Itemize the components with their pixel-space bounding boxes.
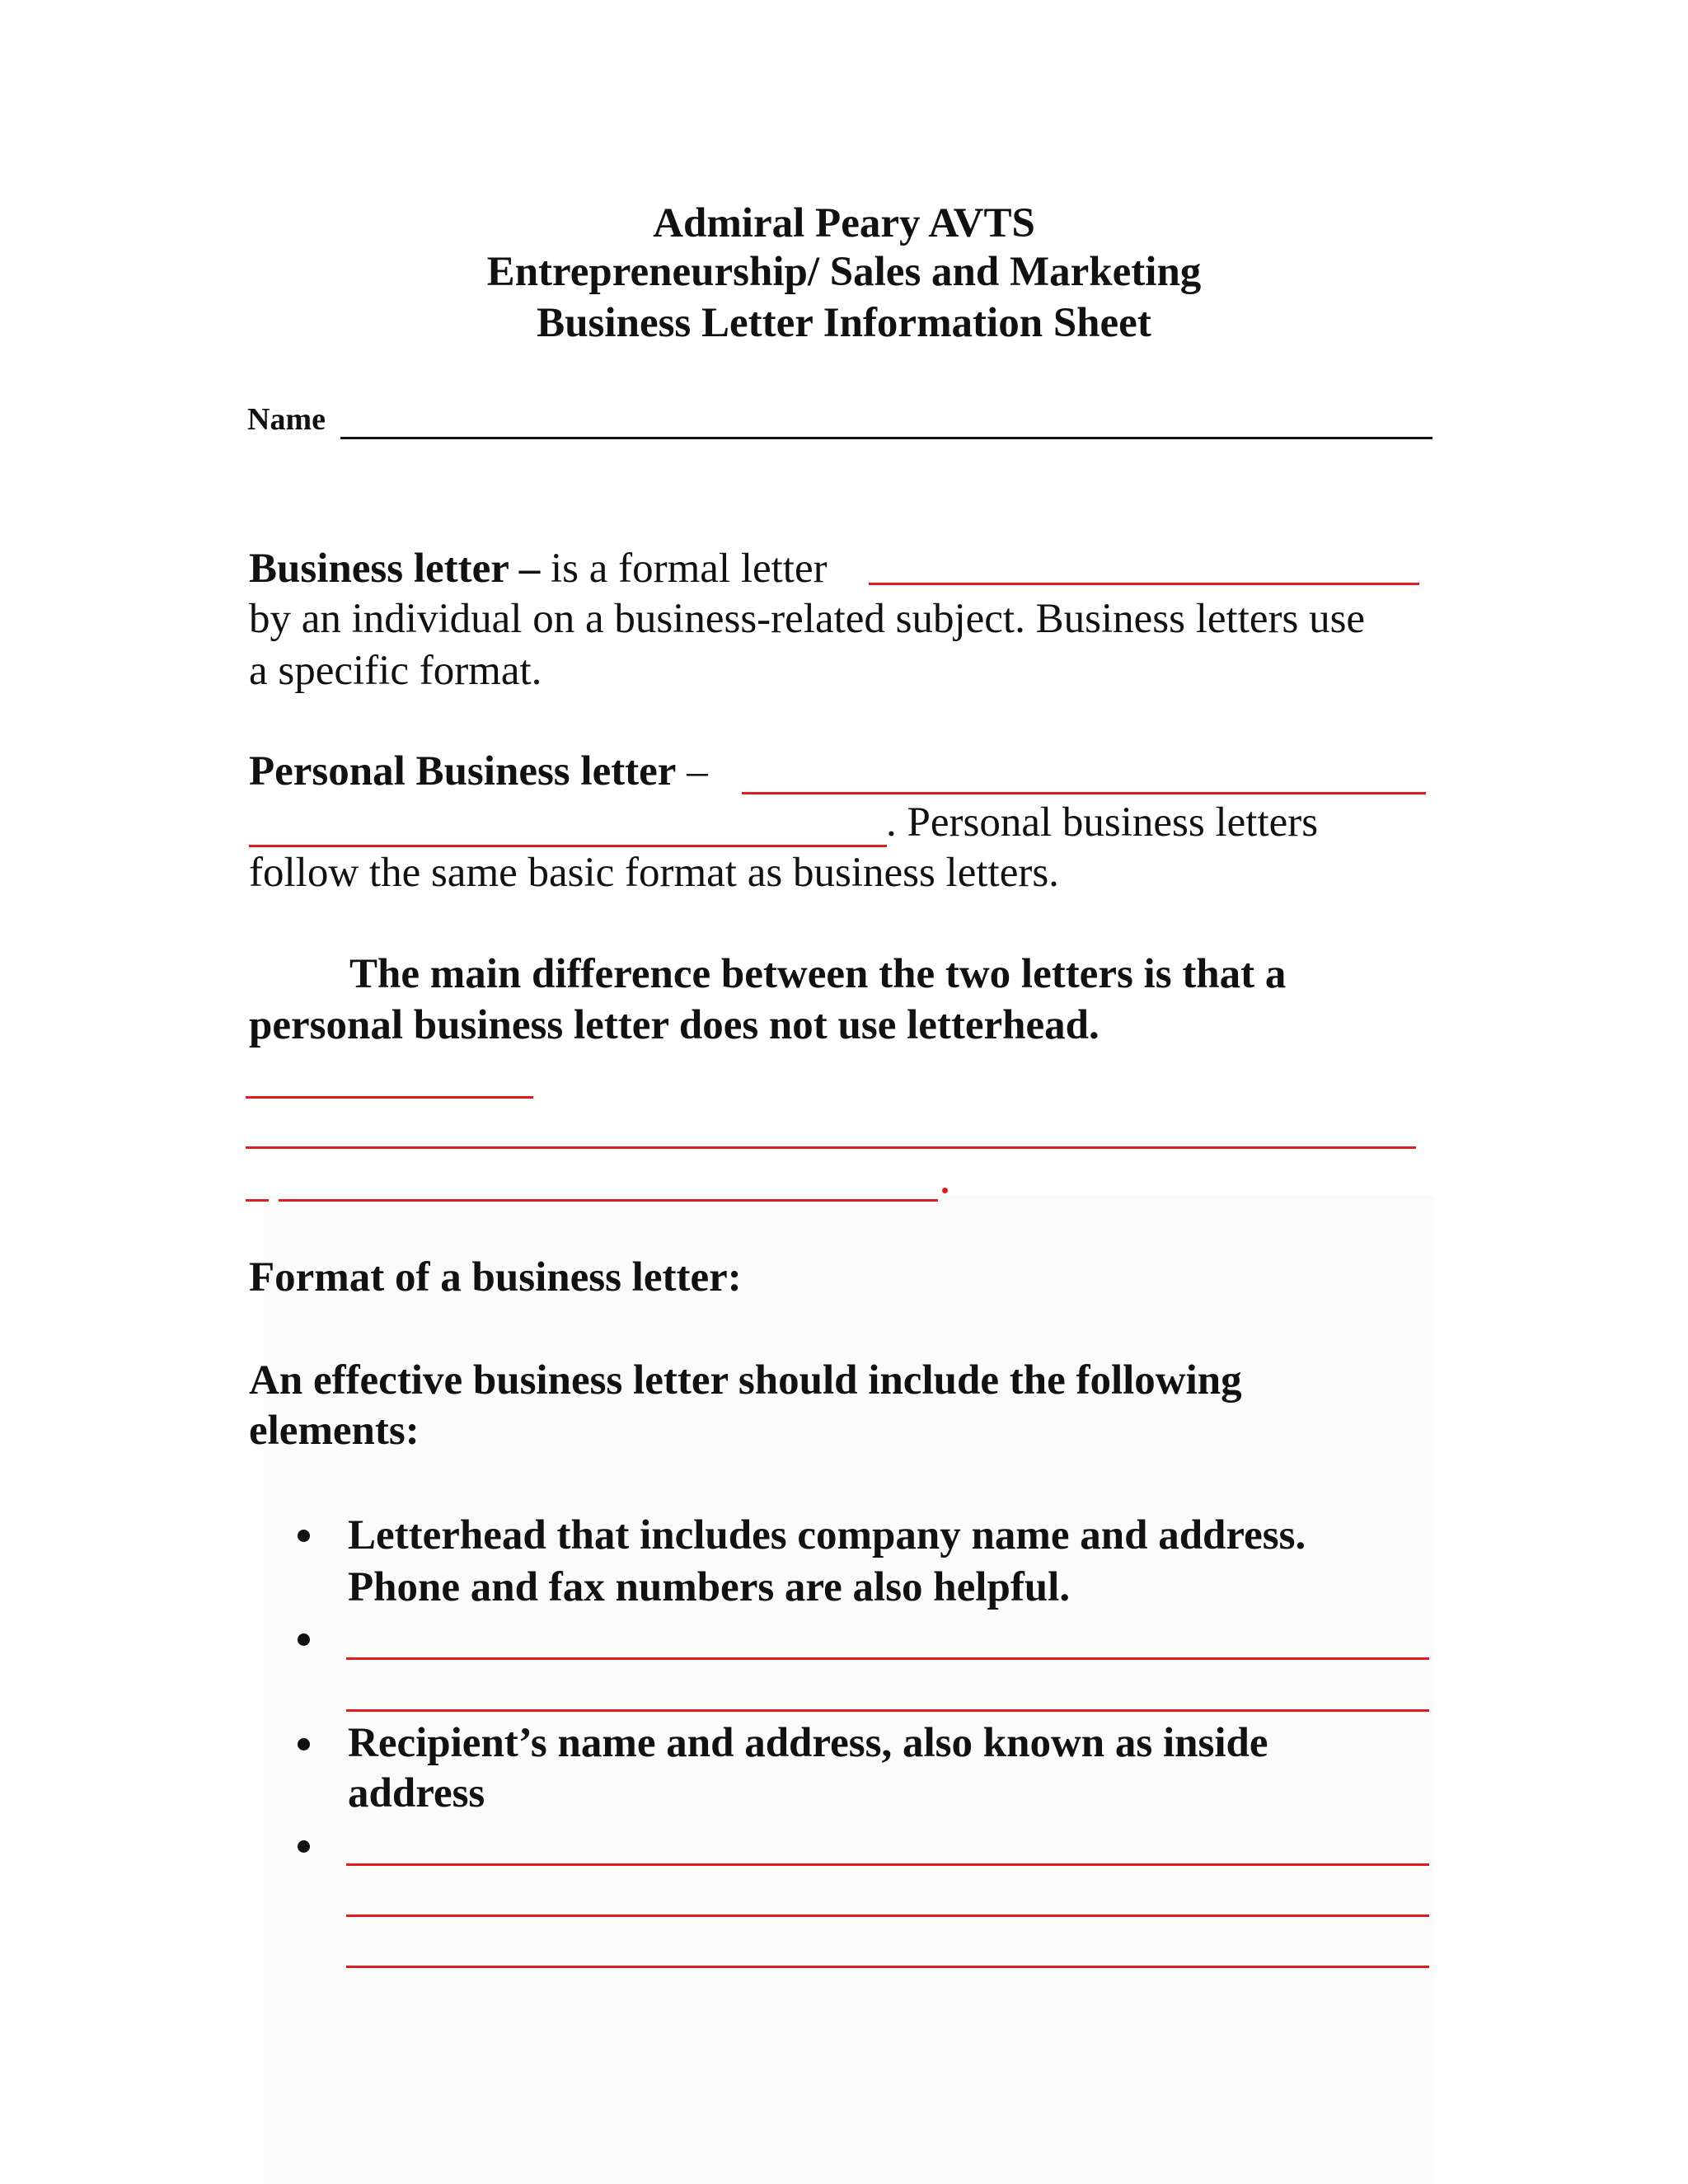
format-heading: Format of a business letter: bbox=[249, 1254, 742, 1301]
page-shading bbox=[264, 1195, 1434, 2184]
header-line-2: Entrepreneurship/ Sales and Marketing bbox=[486, 249, 1202, 295]
format-intro-line-2: elements: bbox=[249, 1408, 420, 1454]
personal-business-letter-line-1 bbox=[249, 748, 708, 794]
bullet-dot-2 bbox=[298, 1633, 310, 1646]
name-line[interactable] bbox=[340, 437, 1432, 439]
personal-business-letter-dash: – bbox=[676, 748, 708, 794]
personal-business-letter-line-2: . Personal business letters bbox=[886, 799, 1319, 846]
difference-blank-3a[interactable] bbox=[246, 1199, 269, 1202]
business-letter-line-1 bbox=[249, 548, 828, 590]
format-intro-line-1: An effective business letter should include the following bbox=[249, 1357, 1242, 1404]
personal-business-letter-line-3: follow the same basic format as business letters. bbox=[249, 850, 1059, 896]
business-letter-line-2: by an individual on a business-related subject. Business letters use bbox=[249, 596, 1366, 642]
business-letter-blank-1[interactable] bbox=[869, 583, 1419, 585]
header-line-3: Business Letter Information Sheet bbox=[537, 300, 1151, 346]
bullet-dot-3 bbox=[298, 1738, 310, 1750]
bullet-4-blank-2[interactable] bbox=[346, 1915, 1429, 1917]
personal-business-letter-blank-1[interactable] bbox=[742, 792, 1426, 794]
difference-blank-1[interactable] bbox=[246, 1096, 533, 1099]
name-label: Name bbox=[247, 402, 326, 437]
difference-blank-2[interactable] bbox=[246, 1146, 1416, 1149]
bullet-1-line-1: Letterhead that includes company name and address. bbox=[348, 1512, 1306, 1558]
difference-blank-3b[interactable] bbox=[279, 1199, 938, 1202]
header-line-1: Admiral Peary AVTS bbox=[653, 200, 1035, 246]
personal-business-letter-blank-2[interactable] bbox=[249, 845, 887, 847]
difference-line-2: personal business letter does not use letterhead. bbox=[249, 1002, 1100, 1048]
bullet-2-blank-2[interactable] bbox=[346, 1709, 1429, 1712]
bullet-2-blank-1[interactable] bbox=[346, 1657, 1429, 1660]
bullet-dot-4 bbox=[298, 1840, 310, 1853]
bullet-1-line-2: Phone and fax numbers are also helpful. bbox=[348, 1564, 1071, 1610]
business-letter-text-1: is a formal letter bbox=[540, 546, 828, 592]
bullet-4-blank-1[interactable] bbox=[346, 1863, 1429, 1866]
bullet-4-blank-3[interactable] bbox=[346, 1966, 1429, 1968]
bullet-3-line-2: address bbox=[348, 1770, 485, 1816]
business-letter-line-3: a specific format. bbox=[249, 648, 542, 694]
difference-period bbox=[942, 1188, 948, 1193]
difference-line-1: The main difference between the two letters is that a bbox=[349, 951, 1287, 997]
business-letter-term: Business letter – bbox=[249, 546, 541, 592]
bullet-3-line-1: Recipient’s name and address, also known as inside bbox=[348, 1720, 1268, 1766]
bullet-dot-1 bbox=[298, 1530, 310, 1542]
personal-business-letter-term: Personal Business letter bbox=[249, 748, 677, 794]
